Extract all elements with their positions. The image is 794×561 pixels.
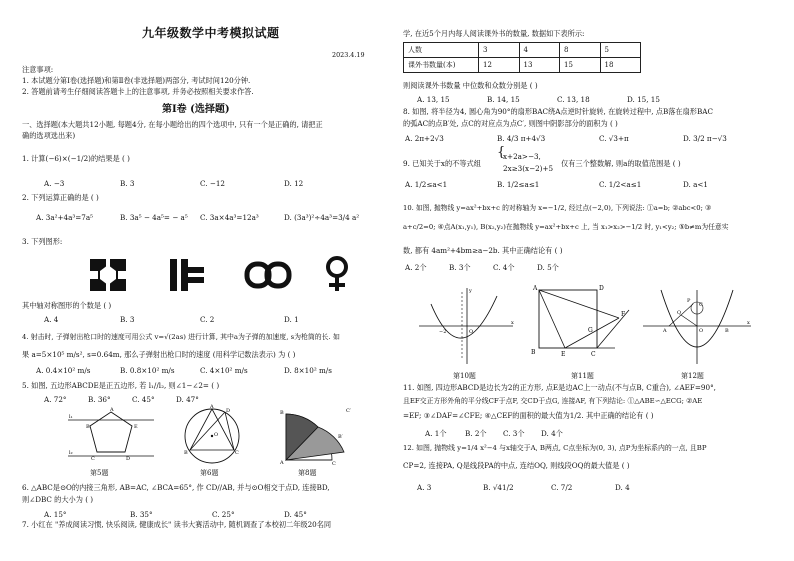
svg-text:C: C <box>91 456 95 462</box>
figure-11-square <box>529 284 633 360</box>
q11-line-1: 11. 如图, 四边形ABCD是边长为2的正方形, 点E是边AC上一动点(不与点B, C重合), ∠AEF=90°, <box>403 383 716 392</box>
q11-option-a: A. 1个 <box>425 429 447 438</box>
q3-option-d: D. 1 <box>284 315 299 324</box>
q5-option-b: B. 36° <box>88 395 111 404</box>
q2-option-d: D. (3a³)²÷4a³=3/4 a² <box>284 213 360 222</box>
q9-option-c: C. 1/2<a≤1 <box>599 180 642 189</box>
q12-line-1: 12. 如图, 抛物线 y=1/4 x²−4 与x轴交于A, B两点, C点坐标为(0, 3), 点P为坐标系内的一点, 且BP <box>403 444 707 452</box>
q9-post: 仅有三个整数解, 则a的取值范围是 ( ) <box>561 159 681 168</box>
q4-option-b: B. 0.8×10² m/s <box>120 366 175 375</box>
part1-title: 第Ⅰ卷 (选择题) <box>162 104 230 115</box>
svg-text:−2: −2 <box>439 329 447 335</box>
table-cell: 13 <box>519 58 560 73</box>
q9-option-d: D. a<1 <box>683 180 708 189</box>
svg-text:C′: C′ <box>346 408 351 414</box>
note-2: 2. 答题前请考生仔细阅读答题卡上的注意事项, 并务必按照相关要求作答. <box>22 87 254 96</box>
q1-option-c: C. −12 <box>200 179 225 188</box>
q9-option-a: A. 1/2≤a<1 <box>405 180 448 189</box>
q6-option-d: D. 45° <box>284 510 307 519</box>
q7-option-b: B. 14, 15 <box>487 95 520 104</box>
figure-8-sector <box>278 404 352 466</box>
q2-option-c: C. 3a×4a³=12a³ <box>200 213 259 222</box>
table-cell: 12 <box>479 58 520 73</box>
q7-line-1: 7. 小红在 "养成阅读习惯, 快乐阅读, 健康成长" 读书大赛活动中, 随机调查了本校初二年级20名同 <box>22 520 332 529</box>
svg-text:O: O <box>699 328 704 334</box>
figure-6-caption: 第6题 <box>200 469 219 477</box>
q4-option-d: D. 8×10² m/s <box>284 366 332 375</box>
q3-option-a: A. 4 <box>44 315 59 324</box>
svg-text:F: F <box>621 311 626 318</box>
q4-option-c: C. 4×10² m/s <box>200 366 248 375</box>
q6-option-b: B. 35° <box>130 510 153 519</box>
table-cell: 15 <box>560 58 601 73</box>
svg-text:D: D <box>599 285 604 292</box>
q11-line-3: =EF; ③∠DAF=∠CFE; ④△CEF的面积的最大值为1/2. 其中正确的结论有 ( ) <box>403 411 654 420</box>
svg-text:l₂: l₂ <box>69 450 73 456</box>
q10-line-1: 10. 如图, 抛物线 y=ax²+bx+c 的对称轴为 x=−1/2, 经过点(−2,0), 下列说法: ①a=b; ②abc<0; ③ <box>403 204 712 212</box>
svg-text:Q: Q <box>677 310 682 316</box>
q12-option-c: C. 7/2 <box>551 483 573 492</box>
q4-option-a: A. 0.4×10² m/s <box>36 366 91 375</box>
figure-5-caption: 第5题 <box>90 469 109 477</box>
page-title: 九年级数学中考模拟试题 <box>142 26 280 40</box>
svg-text:x: x <box>511 320 514 326</box>
svg-text:B: B <box>184 450 188 456</box>
svg-text:A: A <box>210 404 214 410</box>
table-cell: 3 <box>479 43 520 58</box>
svg-text:B′: B′ <box>338 434 343 440</box>
svg-text:y: y <box>469 288 472 294</box>
q9-system-1: x+2a>−3, <box>503 152 541 161</box>
q8-line-1: 8. 如图, 将半径为4, 圆心角为90°的扇形BAC绕A点逆时针旋转, 在旋转过程中, 点B落在扇形BAC <box>403 107 713 116</box>
q10-option-b: B. 3个 <box>449 263 471 272</box>
svg-text:D: D <box>126 456 131 462</box>
q6-line-2: 则∠DBC 的大小为 ( ) <box>22 495 94 504</box>
q10-line-2: a+c/2=0; ④点A(x₁,y₁), B(x₂,y₂)在抛物线 y=ax²+bx+c 上, 当 x₁>x₂>−1/2 时, y₁<y₂; ⑤b≠m为任意实 <box>403 223 729 231</box>
svg-text:G: G <box>588 327 593 334</box>
q1-option-a: A. −3 <box>44 179 65 188</box>
q4-line-2: 果 a=5×10⁵ m/s², s=0.64m, 那么子弹射出枪口时的速度 (用科学记数法表示) 为 ( ) <box>22 350 296 359</box>
q1-stem: 1. 计算(−6)×(−1/2)的结果是 ( ) <box>22 154 130 163</box>
figure-10-parabola <box>417 286 517 366</box>
q9-option-b: B. 1/2≤a≤1 <box>497 180 540 189</box>
q7-line-2: 学, 在近5个月内每人阅读课外书的数量, 数据如下表所示: <box>403 29 585 38</box>
q9-pre: 9. 已知关于x的不等式组 <box>403 159 481 168</box>
q1-option-d: D. 12 <box>284 179 304 188</box>
table-cell: 18 <box>600 58 641 73</box>
svg-text:C: C <box>591 351 596 358</box>
symbol-1-icon <box>88 257 128 293</box>
svg-text:O: O <box>214 432 219 438</box>
q11-line-2: 且EF交正方形外角的平分线CF于点F, 交CD于点G, 连接AF, 有下列结论: ①△ABE∽△ECG; ②AE <box>403 397 703 405</box>
svg-text:A: A <box>280 460 284 466</box>
svg-text:D: D <box>226 408 231 414</box>
q7-option-c: C. 13, 18 <box>557 95 590 104</box>
q10-option-a: A. 2个 <box>405 263 427 272</box>
q5-option-d: D. 47° <box>176 395 199 404</box>
q2-option-a: A. 3a²+4a³=7a⁵ <box>36 213 94 222</box>
q12-option-d: D. 4 <box>615 483 630 492</box>
svg-text:E: E <box>561 351 566 358</box>
svg-text:B: B <box>280 410 284 416</box>
svg-text:P: P <box>687 298 691 304</box>
female-symbol-icon <box>322 254 352 294</box>
figure-12-parabola <box>641 288 753 366</box>
q3-stem: 3. 下列图形: <box>22 237 63 246</box>
table-row <box>404 58 641 73</box>
q12-option-b: B. √41/2 <box>483 483 514 492</box>
svg-text:x: x <box>747 320 750 326</box>
q8-option-c: C. √3+π <box>599 134 629 143</box>
q4-line-1: 4. 射击时, 子弹射出枪口时的速度可用公式 v=√(2as) 进行计算, 其中a为子弹的加速度, s为枪筒的长. 如 <box>22 333 340 341</box>
exam-date: 2023.4.19 <box>332 51 365 59</box>
svg-text:B: B <box>86 424 90 430</box>
q6-line-1: 6. △ABC是⊙O的内接三角形, AB=AC, ∠BCA=65°, 作 CD//AB, 并与⊙O相交于点D, 连接BD, <box>22 483 330 492</box>
q3-follow: 其中轴对称图形的个数是 ( ) <box>22 301 112 310</box>
part1-intro: 一、选择题(本大题共12小题, 每题4分, 在每小题给出的四个选项中, 只有一个是正确的, 请把正 <box>22 120 323 129</box>
q11-option-d: D. 4个 <box>541 429 563 438</box>
part1-intro-2: 确的选项选出来) <box>22 131 76 140</box>
figure-10-caption: 第10题 <box>453 372 476 380</box>
q7-data-table <box>403 42 641 73</box>
note-1: 1. 本试题分第Ⅰ卷(选择题)和第Ⅱ卷(非选择题)两部分, 考试时间120分钟. <box>22 76 251 85</box>
svg-text:A: A <box>110 407 114 413</box>
table-cell: 8 <box>560 43 601 58</box>
q8-option-d: D. 3/2 π−√3 <box>683 134 727 143</box>
left-column <box>22 0 394 561</box>
svg-text:C: C <box>235 450 239 456</box>
q8-option-b: B. 4/3 π+4√3 <box>497 134 546 143</box>
q12-line-2: CP=2, 连接PA, Q是线段PA的中点, 连结OQ, 则线段OQ的最大值是 ( ) <box>403 461 630 470</box>
figure-6-circle <box>180 404 244 466</box>
q7-follow: 则阅读课外书数量 中位数和众数分别是 ( ) <box>403 81 538 90</box>
q5-option-a: A. 72° <box>44 395 67 404</box>
svg-text:B: B <box>725 328 729 334</box>
notes-heading: 注意事项: <box>22 65 54 74</box>
q9-system-2: 2x≥3(x−2)+5 <box>503 164 554 173</box>
svg-text:O: O <box>469 329 474 335</box>
table-row <box>404 43 641 58</box>
q8-option-a: A. 2π+2√3 <box>405 134 444 143</box>
q12-option-a: A. 3 <box>417 483 432 492</box>
svg-text:A: A <box>663 328 667 334</box>
q3-option-b: B. 3 <box>120 315 135 324</box>
q1-option-b: B. 3 <box>120 179 135 188</box>
q3-option-c: C. 2 <box>200 315 215 324</box>
figure-12-caption: 第12题 <box>681 372 704 380</box>
q10-line-3: 数, 都有 4am²+4bm≥a−2b. 其中正确结论有 ( ) <box>403 246 563 255</box>
svg-text:l₁: l₁ <box>69 414 73 420</box>
svg-text:C: C <box>332 461 336 466</box>
q11-option-b: B. 2个 <box>465 429 487 438</box>
q11-option-c: C. 3个 <box>503 429 525 438</box>
q8-line-2: 的弧AC的点B′处, 点C的对应点为点C′, 则图中阴影部分的面积为 ( ) <box>403 119 618 128</box>
figure-8-caption: 第8题 <box>298 469 317 477</box>
right-column <box>403 0 781 561</box>
q10-option-d: D. 5个 <box>537 263 559 272</box>
q6-option-a: A. 15° <box>44 510 67 519</box>
brace-icon: { <box>497 145 506 160</box>
svg-text:A: A <box>533 285 538 292</box>
q5-option-c: C. 45° <box>132 395 155 404</box>
svg-text:B: B <box>531 349 536 356</box>
symbol-2-icon <box>168 257 206 293</box>
q6-option-c: C. 25° <box>212 510 235 519</box>
table-cell: 人数 <box>404 43 479 58</box>
table-cell: 4 <box>519 43 560 58</box>
q7-option-d: D. 15, 15 <box>627 95 660 104</box>
q5-stem: 5. 如图, 五边形ABCDE是正五边形, 若 l₁//l₂, 则∠1−∠2= ( ) <box>22 381 220 390</box>
q7-option-a: A. 13, 15 <box>417 95 450 104</box>
q10-option-c: C. 4个 <box>493 263 515 272</box>
symbol-3-icon <box>244 259 292 291</box>
table-cell: 5 <box>600 43 641 58</box>
q2-option-b: B. 3a⁵ − 4a⁵= − a⁵ <box>120 213 188 222</box>
svg-text:E: E <box>134 424 138 430</box>
q2-stem: 2. 下列运算正确的是 ( ) <box>22 193 99 202</box>
table-cell: 课外书数量(本) <box>404 58 479 73</box>
svg-text:C: C <box>699 302 703 308</box>
figure-11-caption: 第11题 <box>571 372 594 380</box>
figure-5-pentagon <box>66 406 156 466</box>
